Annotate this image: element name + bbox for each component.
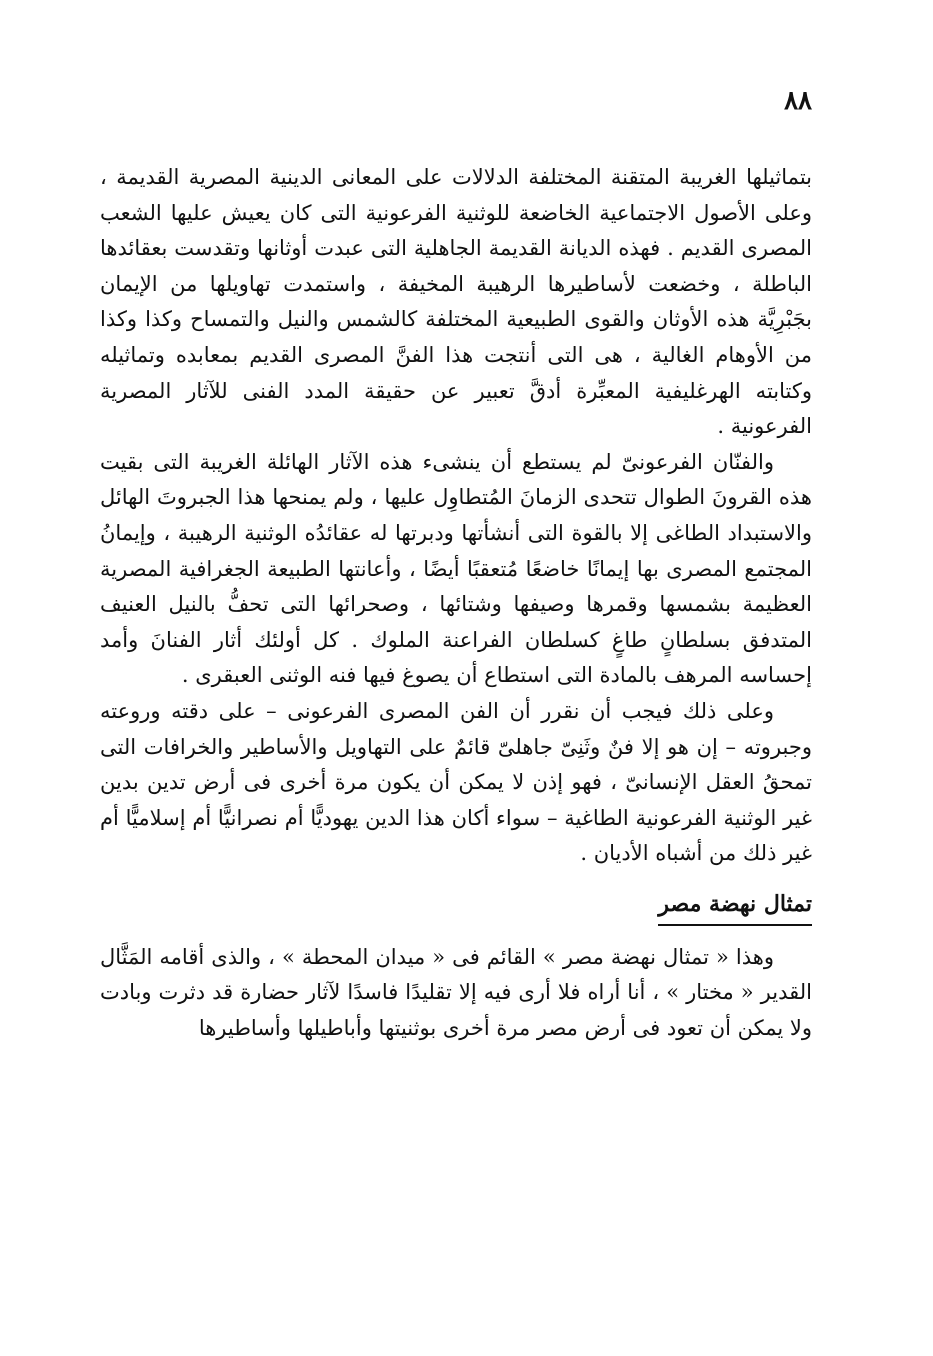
body-text bbox=[100, 160, 812, 1047]
page-number: ٨٨ bbox=[784, 86, 812, 116]
section-paragraph: وهذا « تمثال نهضة مصر » القائم فى « ميدان المحطة » ، والذى أقامه المَثَّال القدير « مختار » ، أنا أراه فلا أرى فيه إلا تقليدًا فاسدًا لآثار حضارة قد دثرت وبادت ولا يمكن أن تعود فى أرض مصر مرة أخرى بوثنيتها وأباطيلها وأساطيرها bbox=[100, 944, 812, 1041]
paragraph-2: والفنّان الفرعونىّ لم يستطع أن ينشىء هذه الآثار الهائلة الغريبة التى بقيت هذه القرونَ الطوال تتحدى الزمانَ المُتطاوِل عليها ، ولم يمنحها هذا الجبروتَ الهائل والاستبداد الطاغى إلا بالقوة التى أنشأتها ودبرتها له عقائدُه الوثنية الرهيبة ، وإيمانُ المجتمع المصرى بها إيمانًا خاضعًا مُتعقبًا أيضًا ، وأعانتها الطبيعة الجغرافية المصرية العظيمة بشمسها وقمرها وصيفها وشتائها ، وصحرائها التى تحفُّ بالنيل العنيف المتدفق بسلطانٍ طاغٍ كسلطان الفراعنة الملوك . كل أولئك أثار الفنانَ وأمد إحساسه المرهف بالمادة التى استطاع أن يصوغ فيها فنه الوثنى العبقرى . bbox=[100, 449, 812, 688]
paragraph-1: بتماثيلها الغريبة المتقنة المختلفة الدلالات على المعانى الدينية المصرية القديمة ، وعلى الأصول الاجتماعية الخاضعة للوثنية الفرعونية التى كان يعيش عليها الشعب المصرى القديم . فهذه الديانة القديمة الجاهلية التى عبدت أوثانها وتقدست بعقائدها الباطلة ، وخضعت لأساطيرها الرهيبة المخيفة ، واستمدت تهاويلها من الإيمان بجَبْرِيَّة هذه الأوثان والقوى الطبيعية المختلفة كالشمس والنيل والتمساح وكذا وكذا من الأوهام الغالية ، هى التى أنتجت هذا الفنَّ المصرى القديم بمعابده وتماثيله وكتابته الهرغليفية المعبِّرة أدقَّ تعبير عن حقيقة المدد الفنى للآثار المصرية الفرعونية . bbox=[100, 165, 812, 439]
paragraph-3: وعلى ذلك فيجب أن نقرر أن الفن المصرى الفرعونى – على دقته وروعته وجبروته – إن هو إلا فنٌ وثَنِىّ جاهلىّ قائمٌ على التهاويل والأساطير والخرافات التى تمحقُ العقل الإنسانىّ ، فهو إذن لا يمكن أن يكون مرة أخرى فى أرض تدين بدين غير الوثنية الفرعونية الطاغية – سواء أكان هذا الدين يهوديًّا أم نصرانيًّا أم إسلاميًّا أم غير ذلك من أشباه الأديان . bbox=[100, 698, 812, 866]
section-heading: تمثال نهضة مصر bbox=[658, 886, 812, 926]
book-page bbox=[100, 78, 812, 1308]
section-heading-wrap bbox=[100, 878, 812, 936]
